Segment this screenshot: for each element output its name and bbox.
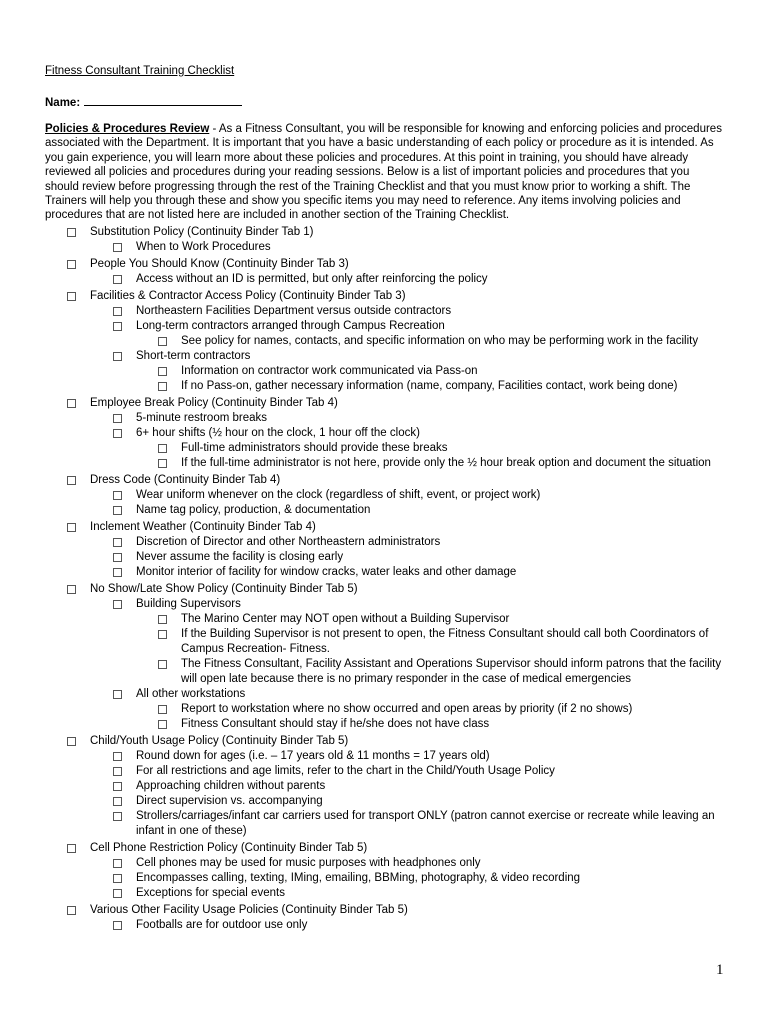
checkbox-icon[interactable] [113,812,122,821]
checklist-item-text: Various Other Facility Usage Policies (Continuity Binder Tab 5) [90,903,408,916]
checklist-item-text: Information on contractor work communicated via Pass-on [181,364,478,377]
checkbox-icon[interactable] [113,921,122,930]
checkbox-icon[interactable] [67,399,76,408]
checkbox-icon[interactable] [158,459,167,468]
checklist-item [45,334,725,349]
checkbox-icon[interactable] [158,444,167,453]
checklist-item [45,841,725,856]
checklist-item [45,749,725,764]
checkbox-icon[interactable] [113,797,122,806]
checkbox-icon[interactable] [67,292,76,301]
checklist-item [45,488,725,503]
checklist-item-text: Never assume the facility is closing early [136,550,344,563]
name-field-row [45,94,725,110]
checklist-item-text: Round down for ages (i.e. – 17 years old & 11 months = 17 years old) [136,749,490,762]
checklist-item-text: Dress Code (Continuity Binder Tab 4) [90,473,281,486]
checkbox-icon[interactable] [113,307,122,316]
checklist-item-text: Wear uniform whenever on the clock (regardless of shift, event, or project work) [136,488,541,501]
checklist-item-text: See policy for names, contacts, and specific information on who may be performing work in the facility [181,334,699,347]
checkbox-icon[interactable] [158,720,167,729]
checklist-item [45,520,725,535]
checklist-item [45,456,725,471]
checkbox-icon[interactable] [113,690,122,699]
intro-heading: Policies & Procedures Review [45,123,210,135]
checklist-item [45,764,725,779]
checklist-item-text: Cell Phone Restriction Policy (Continuity Binder Tab 5) [90,841,368,854]
checkbox-icon[interactable] [158,630,167,639]
checklist-item [45,856,725,871]
checklist-item [45,582,725,597]
checklist-item [45,612,725,627]
checklist-item-text: Discretion of Director and other Northeastern administrators [136,535,441,548]
checkbox-icon[interactable] [158,615,167,624]
checkbox-icon[interactable] [67,476,76,485]
checkbox-icon[interactable] [113,352,122,361]
checklist-item [45,779,725,794]
checkbox-icon[interactable] [67,523,76,532]
checkbox-icon[interactable] [113,752,122,761]
checkbox-icon[interactable] [158,382,167,391]
checklist-item-text: The Fitness Consultant, Facility Assistant and Operations Supervisor should inform patrons that the facility will open late because there is no primary responder in the case of medical emergencies [181,657,722,685]
checklist-item-text: Strollers/carriages/infant car carriers used for transport ONLY (patron cannot exercise or recreate while leaving an infant in one of these) [136,809,715,837]
checklist-item [45,687,725,702]
checklist-item-text: People You Should Know (Continuity Binder Tab 3) [90,257,349,270]
checklist-item [45,918,725,933]
checkbox-icon[interactable] [158,367,167,376]
checklist-item [45,550,725,565]
checkbox-icon[interactable] [113,429,122,438]
checklist-item-text: Encompasses calling, texting, IMing, emailing, BBMing, photography, & video recording [136,871,581,884]
checklist-item [45,565,725,580]
checkbox-icon[interactable] [113,491,122,500]
checkbox-icon[interactable] [113,889,122,898]
checkbox-icon[interactable] [113,243,122,252]
checklist-item-text: When to Work Procedures [136,240,271,253]
checklist-item [45,702,725,717]
checkbox-icon[interactable] [113,600,122,609]
checklist-item-text: Exceptions for special events [136,886,285,899]
checkbox-icon[interactable] [113,767,122,776]
checklist-item [45,240,725,255]
checklist-item-text: Facilities & Contractor Access Policy (Continuity Binder Tab 3) [90,289,406,302]
checklist-item [45,396,725,411]
document-page [45,64,725,933]
checklist-item [45,871,725,886]
checkbox-icon[interactable] [113,568,122,577]
checklist-item-text: For all restrictions and age limits, refer to the chart in the Child/Youth Usage Policy [136,764,555,777]
checklist-item-text: No Show/Late Show Policy (Continuity Binder Tab 5) [90,582,358,595]
checkbox-icon[interactable] [67,260,76,269]
checklist-item-text: If the Building Supervisor is not present to open, the Fitness Consultant should call both Coordinators of Campus Recreation- Fitness. [181,627,709,655]
name-label: Name: [45,97,81,109]
intro-paragraph [45,122,725,223]
checklist-item [45,473,725,488]
checklist-item-text: Full-time administrators should provide these breaks [181,441,448,454]
checklist-item [45,717,725,732]
checkbox-icon[interactable] [67,585,76,594]
checklist-item [45,535,725,550]
checklist-item [45,257,725,272]
checkbox-icon[interactable] [67,228,76,237]
checklist-item [45,225,725,240]
checklist-item [45,627,725,657]
checklist-item-text: Cell phones may be used for music purposes with headphones only [136,856,481,869]
checklist-item-text: Northeastern Facilities Department versus outside contractors [136,304,452,317]
page-number: 1 [716,962,724,978]
checklist-item-text: Building Supervisors [136,597,241,610]
checkbox-icon[interactable] [113,506,122,515]
checklist-item [45,272,725,287]
checklist-item-text: Inclement Weather (Continuity Binder Tab 4) [90,520,316,533]
checklist-item-text: Approaching children without parents [136,779,326,792]
checklist-item [45,657,725,687]
checkbox-icon[interactable] [158,337,167,346]
checkbox-icon[interactable] [113,874,122,883]
name-blank-line [84,94,242,106]
checklist-item-text: Fitness Consultant should stay if he/she does not have class [181,717,490,730]
checklist-item-text: Long-term contractors arranged through Campus Recreation [136,319,445,332]
checklist-item-text: 5-minute restroom breaks [136,411,268,424]
checkbox-icon[interactable] [67,737,76,746]
training-checklist [45,225,725,933]
checklist-item [45,734,725,749]
checklist-item-text: Substitution Policy (Continuity Binder Tab 1) [90,225,314,238]
checklist-item [45,597,725,612]
checklist-item [45,886,725,901]
checklist-item-text: The Marino Center may NOT open without a Building Supervisor [181,612,510,625]
checklist-item-text: Name tag policy, production, & documentation [136,503,371,516]
checkbox-icon[interactable] [113,322,122,331]
checkbox-icon[interactable] [113,553,122,562]
checklist-item [45,441,725,456]
checklist-item [45,379,725,394]
checklist-item [45,809,725,839]
checklist-item-text: Child/Youth Usage Policy (Continuity Binder Tab 5) [90,734,349,747]
checklist-item [45,794,725,809]
checklist-item-text: 6+ hour shifts (½ hour on the clock, 1 hour off the clock) [136,426,420,439]
checklist-item [45,411,725,426]
checklist-item [45,289,725,304]
checklist-item-text: Monitor interior of facility for window cracks, water leaks and other damage [136,565,517,578]
checklist-item-text: Employee Break Policy (Continuity Binder Tab 4) [90,396,338,409]
checkbox-icon[interactable] [67,844,76,853]
intro-text: - As a Fitness Consultant, you will be responsible for knowing and enforcing policies and procedures associated with the Department. It is important that you have a basic understanding of each policy or procedure as it is intended. As you gain experience, you will learn more about these policies and procedures. At this point in training, you should have already reviewed all policies and procedures during your reading sessions. Below is a list of important policies and procedures that you should review before progressing through the rest of the Training Checklist and that you must know prior to working a shift. The Trainers will help you through these and show you specific items you may need to reference. Any items involving policies and procedures that are not listed here are included in another section of the Training Checklist. [45,123,722,222]
checklist-item-text: If no Pass-on, gather necessary information (name, company, Facilities contact, work being done) [181,379,678,392]
checklist-item-text: Access without an ID is permitted, but only after reinforcing the policy [136,272,488,285]
checklist-item [45,319,725,334]
checkbox-icon[interactable] [113,859,122,868]
document-title: Fitness Consultant Training Checklist [45,65,235,77]
checkbox-icon[interactable] [113,782,122,791]
checkbox-icon[interactable] [158,705,167,714]
checklist-item [45,426,725,441]
checklist-item-text: Report to workstation where no show occurred and open areas by priority (if 2 no shows) [181,702,633,715]
checklist-item [45,503,725,518]
checklist-item-text: Short-term contractors [136,349,251,362]
checkbox-icon[interactable] [158,660,167,669]
checkbox-icon[interactable] [113,538,122,547]
checklist-item [45,903,725,918]
checklist-item-text: Footballs are for outdoor use only [136,918,308,931]
checklist-item [45,364,725,379]
checkbox-icon[interactable] [113,414,122,423]
checkbox-icon[interactable] [67,906,76,915]
checklist-item-text: All other workstations [136,687,246,700]
checklist-item [45,349,725,364]
checklist-item [45,304,725,319]
checklist-item-text: Direct supervision vs. accompanying [136,794,323,807]
checkbox-icon[interactable] [113,275,122,284]
checklist-item-text: If the full-time administrator is not here, provide only the ½ hour break option and document the situation [181,456,711,469]
